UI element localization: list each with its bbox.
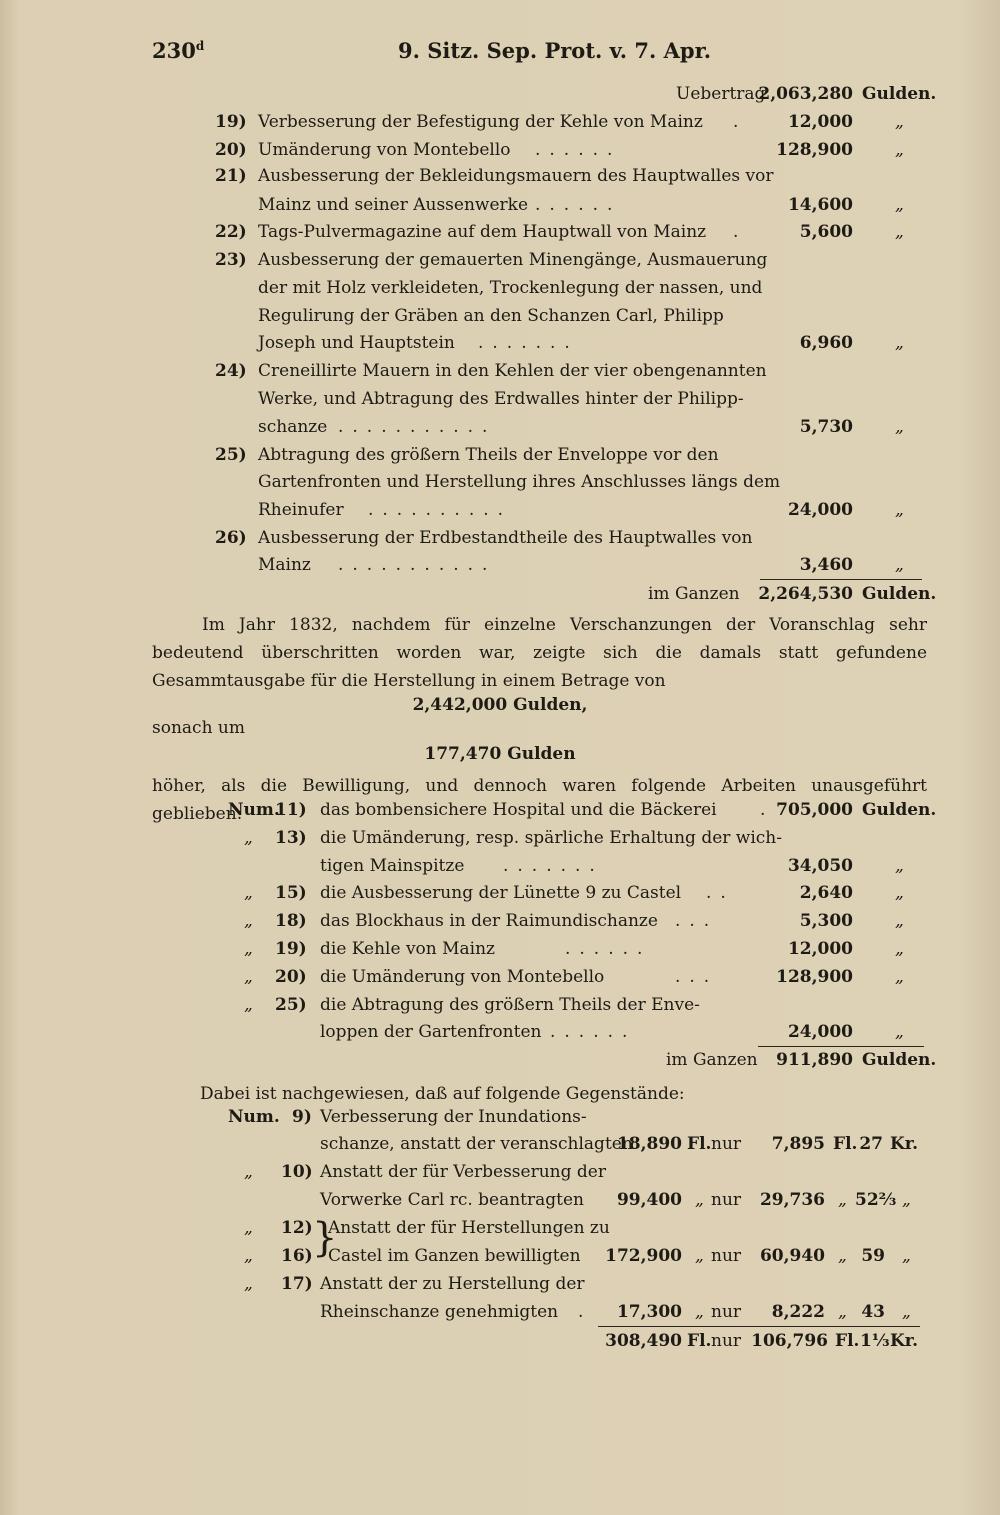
list-prefix: „ xyxy=(244,1218,253,1238)
item-line-cont xyxy=(0,306,1000,334)
nur-text: nur xyxy=(711,1246,742,1266)
ditto-mark: „ xyxy=(895,417,904,437)
list-number: 17) xyxy=(281,1274,313,1294)
item-text: Tags-Pulvermagazine auf dem Hauptwall von Mainz xyxy=(258,222,707,242)
list-prefix: Num. xyxy=(228,800,280,820)
list-amount: 5,300 xyxy=(799,911,853,931)
item-number: 19) xyxy=(215,112,247,132)
list-text: Anstatt der zu Herstellung der xyxy=(320,1274,585,1294)
leader-dots: ...... xyxy=(535,140,622,160)
item-amount: 5,600 xyxy=(799,222,853,242)
leader-dots: ... xyxy=(675,911,719,931)
item-amount: 12,000 xyxy=(787,112,853,132)
unit-b: Fl. xyxy=(833,1134,858,1154)
item-line xyxy=(0,361,1000,389)
list3-line xyxy=(0,1162,1000,1190)
list-line-cont xyxy=(0,856,1000,884)
ditto-mark: „ xyxy=(895,939,904,959)
total-amount-a: 308,490 xyxy=(605,1331,682,1351)
unit-c: Kr. xyxy=(890,1134,919,1154)
leader-dots: ....... xyxy=(478,333,579,353)
paragraph: Im Jahr 1832, nachdem für einzelne Verschanzungen der Voranschlag sehr bedeutend überschritten worden war, zeigte sich die damals statt gefundene Gesammtausgabe für die Herstellung in einem Betrage von xyxy=(152,615,927,691)
leader-dots: . xyxy=(733,222,748,242)
paragraph: höher, als die Bewilligung, und dennoch waren folgende Arbeiten unausgeführt geblieben: xyxy=(152,776,927,824)
item-number: 23) xyxy=(215,250,247,270)
list-text: tigen Mainspitze xyxy=(320,856,465,876)
list-text: Verbesserung der Inundations- xyxy=(320,1107,587,1127)
list-line xyxy=(0,995,1000,1023)
list3-line xyxy=(0,1274,1000,1302)
amount-a: 99,400 xyxy=(616,1190,682,1210)
list-amount: 2,640 xyxy=(799,883,853,903)
carry-unit: Gulden. xyxy=(862,84,937,104)
item-number: 22) xyxy=(215,222,247,242)
leader-dots: . xyxy=(733,112,748,132)
ditto-mark: „ xyxy=(902,1246,911,1266)
carry-amount: 2,063,280 xyxy=(758,84,853,104)
item-line xyxy=(0,528,1000,556)
leader-dots: .. xyxy=(706,883,735,903)
amount-b: 60,940 xyxy=(759,1246,825,1266)
ditto-mark: „ xyxy=(895,911,904,931)
list-number: 20) xyxy=(275,967,307,987)
unit-b: Fl. xyxy=(835,1331,860,1351)
total-unit: Gulden. xyxy=(862,1050,937,1070)
list-prefix: „ xyxy=(244,828,253,848)
list-amount: 128,900 xyxy=(776,967,853,987)
list-number: 10) xyxy=(281,1162,313,1182)
list-line xyxy=(0,967,1000,995)
amount-a: 17,300 xyxy=(616,1302,682,1322)
item-text: der mit Holz verkleideten, Trockenlegung der nassen, und xyxy=(258,278,763,298)
amount-b: 7,895 xyxy=(771,1134,825,1154)
ditto-mark: „ xyxy=(895,555,904,575)
running-title: 9. Sitz. Sep. Prot. v. 7. Apr. xyxy=(398,38,712,63)
item-text: Gartenfronten und Herstellung ihres Anschlusses längs dem xyxy=(258,472,781,492)
ditto-mark: „ xyxy=(895,967,904,987)
total-amount: 2,264,530 xyxy=(758,584,853,604)
item-text: Mainz xyxy=(258,555,311,575)
list-text: Anstatt der für Herstellungen zu xyxy=(328,1218,610,1238)
item-amount: 14,600 xyxy=(787,195,853,215)
ditto-mark: „ xyxy=(838,1246,847,1266)
list-prefix: „ xyxy=(244,995,253,1015)
list-text: die Umänderung, resp. spärliche Erhaltung der wich- xyxy=(320,828,782,848)
unit-c: Kr. xyxy=(890,1331,919,1351)
nur-text: nur xyxy=(711,1190,742,1210)
item-amount: 128,900 xyxy=(776,140,853,160)
list3-line xyxy=(0,1218,1000,1246)
list-amount: 34,050 xyxy=(787,856,853,876)
amount-a: 172,900 xyxy=(605,1246,682,1266)
leader-dots: ...... xyxy=(535,195,622,215)
list-amount: 705,000 xyxy=(776,800,853,820)
ditto-mark: „ xyxy=(838,1302,847,1322)
amount-c: 43 xyxy=(861,1302,885,1322)
list-prefix: „ xyxy=(244,1274,253,1294)
amount-b: 8,222 xyxy=(771,1302,825,1322)
list-prefix: „ xyxy=(244,911,253,931)
list-text: loppen der Gartenfronten xyxy=(320,1022,542,1042)
total-label: im Ganzen xyxy=(666,1050,758,1070)
list-text: Vorwerke Carl rc. beantragten xyxy=(320,1190,584,1210)
total-unit: Gulden. xyxy=(862,584,937,604)
item-line-cont xyxy=(0,389,1000,417)
amount-c: 59 xyxy=(861,1246,885,1266)
item-line xyxy=(0,222,1000,250)
leader-dots: ........... xyxy=(338,417,497,437)
item-text: Creneillirte Mauern in den Kehlen der vier obengenannten xyxy=(258,361,767,381)
total-line xyxy=(0,1331,1000,1359)
total-line xyxy=(0,1050,1000,1078)
leader-dots: ........... xyxy=(338,555,497,575)
item-text: schanze xyxy=(258,417,328,437)
ditto-mark: „ xyxy=(895,112,904,132)
list-prefix: „ xyxy=(244,1162,253,1182)
item-line-cont xyxy=(0,472,1000,500)
item-text: Regulirung der Gräben an den Schanzen Carl, Philipp xyxy=(258,306,724,326)
list-text: das Blockhaus in der Raimundischanze xyxy=(320,911,658,931)
total-amount: 911,890 xyxy=(776,1050,853,1070)
ditto-mark: „ xyxy=(902,1302,911,1322)
item-line xyxy=(0,250,1000,278)
sonach-text: sonach um xyxy=(152,718,245,738)
list-text: schanze, anstatt der veranschlagten xyxy=(320,1134,633,1154)
list-line xyxy=(0,911,1000,939)
item-line xyxy=(0,166,1000,194)
list-line xyxy=(0,828,1000,856)
ditto-mark: „ xyxy=(895,222,904,242)
list-amount: 12,000 xyxy=(787,939,853,959)
list-text: Rheinschanze genehmigten xyxy=(320,1302,559,1322)
nur-text: nur xyxy=(711,1302,742,1322)
list-number: 13) xyxy=(275,828,307,848)
list3-line-cont xyxy=(0,1190,1000,1218)
list3-line-cont xyxy=(0,1134,1000,1162)
list-text: die Abtragung des größern Theils der Enve- xyxy=(320,995,700,1015)
sum-line: 2,442,000 Gulden, xyxy=(412,695,588,715)
sum-line: 177,470 Gulden xyxy=(424,744,576,764)
item-amount: 6,960 xyxy=(799,333,853,353)
item-number: 20) xyxy=(215,140,247,160)
ditto-mark: „ xyxy=(895,140,904,160)
list-text: das bombensichere Hospital und die Bäckerei xyxy=(320,800,717,820)
total-rule xyxy=(598,1326,920,1327)
leader-dots: ...... xyxy=(550,1022,637,1042)
list-text: Anstatt der für Verbesserung der xyxy=(320,1162,606,1182)
item-line-cont xyxy=(0,195,1000,223)
list3-line-cont xyxy=(0,1246,1000,1274)
list-line xyxy=(0,883,1000,911)
item-text: Verbesserung der Befestigung der Kehle von Mainz xyxy=(258,112,703,132)
item-text: Mainz und seiner Aussenwerke xyxy=(258,195,529,215)
list-prefix: „ xyxy=(244,1246,253,1266)
list-number: 16) xyxy=(281,1246,313,1266)
ditto-mark: „ xyxy=(838,1190,847,1210)
nur-text: nur xyxy=(711,1134,742,1154)
page-header xyxy=(0,28,1000,68)
text-line xyxy=(0,718,1000,746)
paragraph: Dabei ist nachgewiesen, daß auf folgende Gegenstände: xyxy=(200,1084,685,1104)
list-number: 12) xyxy=(281,1218,313,1238)
carry-line xyxy=(0,84,1000,112)
leader-dots: . xyxy=(760,800,775,820)
total-rule xyxy=(758,1046,924,1047)
ditto-mark: „ xyxy=(895,883,904,903)
nur-text: nur xyxy=(711,1331,742,1351)
leader-dots: ... xyxy=(675,967,719,987)
list-number: 18) xyxy=(275,911,307,931)
total-line xyxy=(0,584,1000,612)
item-line-cont xyxy=(0,278,1000,306)
ditto-mark: „ xyxy=(895,500,904,520)
item-number: 24) xyxy=(215,361,247,381)
carry-label: Uebertrag xyxy=(676,84,766,104)
total-amount-b: 106,796 xyxy=(751,1331,828,1351)
leader-dots: . xyxy=(578,1302,593,1322)
list-amount: 24,000 xyxy=(787,1022,853,1042)
item-text: Ausbesserung der gemauerten Minengänge, Ausmauerung xyxy=(258,250,768,270)
item-amount: 3,460 xyxy=(799,555,853,575)
list-text: Castel im Ganzen bewilligten xyxy=(328,1246,581,1266)
item-amount: 24,000 xyxy=(787,500,853,520)
total-rule xyxy=(760,579,922,580)
list-line xyxy=(0,939,1000,967)
item-number: 26) xyxy=(215,528,247,548)
item-text: Ausbesserung der Erdbestandtheile des Hauptwalles von xyxy=(258,528,753,548)
ditto-mark: „ xyxy=(895,1022,904,1042)
unit-a: Fl. xyxy=(687,1331,712,1351)
list-text: die Kehle von Mainz xyxy=(320,939,496,959)
item-number: 21) xyxy=(215,166,247,186)
item-line xyxy=(0,140,1000,168)
ditto-mark: „ xyxy=(695,1246,704,1266)
list-line xyxy=(0,800,1000,828)
list-number: 25) xyxy=(275,995,307,1015)
list3-line xyxy=(0,1107,1000,1135)
amount-a: 18,890 xyxy=(616,1134,682,1154)
leader-dots: .......... xyxy=(368,500,513,520)
brace-mark: } xyxy=(312,1215,338,1261)
page-number: 230$^d$ xyxy=(152,38,205,63)
item-text: Werke, und Abtragung des Erdwalles hinter der Philipp- xyxy=(258,389,744,409)
list-number: 19) xyxy=(275,939,307,959)
ditto-mark: „ xyxy=(695,1190,704,1210)
total-label: im Ganzen xyxy=(648,584,740,604)
item-line xyxy=(0,112,1000,140)
ditto-mark: „ xyxy=(895,195,904,215)
list-number: 15) xyxy=(275,883,307,903)
list-prefix: „ xyxy=(244,939,253,959)
item-line-cont xyxy=(0,500,1000,528)
list-unit: Gulden. xyxy=(862,800,937,820)
total-amount-c: 1⅓ xyxy=(860,1331,890,1351)
item-line xyxy=(0,445,1000,473)
list-prefix: „ xyxy=(244,967,253,987)
item-line-cont xyxy=(0,333,1000,361)
list-text: die Umänderung von Montebello xyxy=(320,967,605,987)
item-text: Abtragung des größern Theils der Enveloppe vor den xyxy=(258,445,719,465)
amount-c: 52⅔ xyxy=(855,1190,897,1210)
item-text: Umänderung von Montebello xyxy=(258,140,511,160)
amount-b: 29,736 xyxy=(759,1190,825,1210)
ditto-mark: „ xyxy=(895,856,904,876)
item-number: 25) xyxy=(215,445,247,465)
leader-dots: ....... xyxy=(503,856,604,876)
unit-a: Fl. xyxy=(687,1134,712,1154)
list-number: 11) xyxy=(275,800,307,820)
item-text: Rheinufer xyxy=(258,500,344,520)
ditto-mark: „ xyxy=(902,1190,911,1210)
item-text: Ausbesserung der Bekleidungsmauern des Hauptwalles vor xyxy=(258,166,774,186)
leader-dots: ...... xyxy=(565,939,652,959)
item-text: Joseph und Hauptstein xyxy=(258,333,455,353)
item-amount: 5,730 xyxy=(799,417,853,437)
amount-c: 27 xyxy=(859,1134,883,1154)
list-number: 9) xyxy=(292,1107,312,1127)
item-line-cont xyxy=(0,417,1000,445)
ditto-mark: „ xyxy=(895,333,904,353)
list-prefix: „ xyxy=(244,883,253,903)
ditto-mark: „ xyxy=(695,1302,704,1322)
list-text: die Ausbesserung der Lünette 9 zu Castel xyxy=(320,883,682,903)
list-prefix: Num. xyxy=(228,1107,280,1127)
